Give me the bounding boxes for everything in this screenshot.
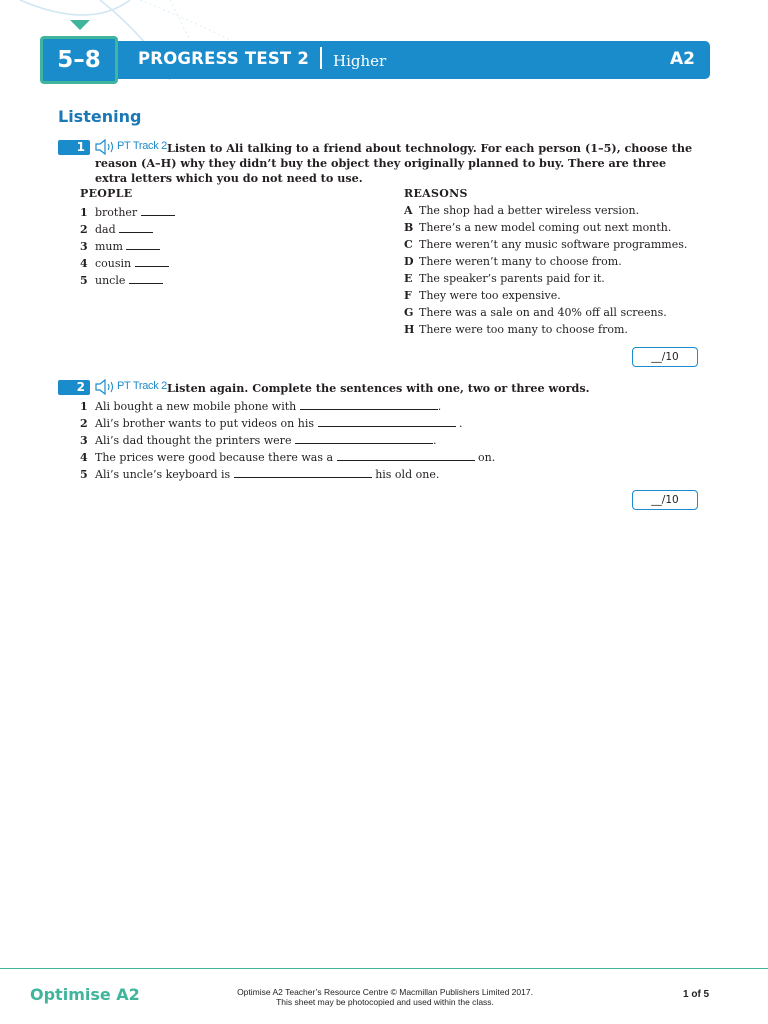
sentence-item — [80, 398, 441, 414]
item-number: 2 — [80, 223, 88, 236]
sentence-start: The prices were good because there was a — [95, 451, 334, 464]
test-title: PROGRESS TEST 2 — [138, 49, 310, 68]
page-number: 1 of 5 — [683, 989, 710, 1000]
list-item — [80, 238, 160, 254]
list-item — [404, 238, 687, 252]
reason-text: The shop had a better wireless version. — [419, 204, 640, 217]
reason-text: There weren’t many to choose from. — [419, 255, 622, 268]
reason-letter: A — [404, 204, 413, 217]
list-item — [404, 323, 628, 337]
level-word: Higher — [333, 52, 387, 70]
reason-letter: H — [404, 323, 415, 336]
answer-blank[interactable] — [135, 255, 169, 267]
sentence-end: . — [437, 400, 442, 413]
answer-blank[interactable] — [126, 238, 160, 250]
sentence-item — [80, 449, 495, 465]
reason-text: They were too expensive. — [419, 289, 561, 302]
list-item — [404, 306, 667, 320]
reason-letter: G — [404, 306, 414, 319]
brand-logo: Optimise A2 — [30, 985, 140, 1004]
item-number: 5 — [80, 468, 88, 481]
reason-text: There weren’t any music software programmes. — [419, 238, 688, 251]
track-label[interactable]: PT Track 2 — [117, 140, 167, 152]
speaker-icon[interactable] — [94, 379, 116, 395]
item-number: 4 — [80, 451, 88, 464]
list-item — [404, 289, 561, 303]
list-item — [80, 221, 153, 237]
item-number: 5 — [80, 274, 88, 287]
answer-blank[interactable] — [141, 204, 175, 216]
copyright-line: Optimise A2 Teacher’s Resource Centre © Macmillan Publishers Limited 2017. — [237, 987, 533, 997]
instruction-line: Listen again. Complete the sentences with one, two or three words. — [167, 381, 590, 395]
item-number: 1 — [80, 206, 88, 219]
list-item — [80, 272, 163, 288]
exercise-1-number: 1 — [58, 140, 90, 155]
person-label: cousin — [95, 257, 132, 270]
item-number: 3 — [80, 434, 88, 447]
list-item — [404, 255, 622, 269]
reason-text: There were too many to choose from. — [419, 323, 628, 336]
unit-badge — [40, 36, 118, 84]
reason-letter: F — [404, 289, 412, 302]
sentence-end: . — [432, 434, 437, 447]
instruction-line: extra letters which you do not need to use. — [95, 171, 363, 185]
answer-blank[interactable] — [318, 415, 456, 427]
item-number: 2 — [80, 417, 88, 430]
sentence-item — [80, 466, 439, 482]
item-number: 3 — [80, 240, 88, 253]
photocopy-note: This sheet may be photocopied and used within the class. — [276, 997, 494, 1007]
score-box[interactable]: __/10 — [632, 490, 698, 510]
reason-text: The speaker’s parents paid for it. — [419, 272, 605, 285]
track-label[interactable]: PT Track 2 — [117, 380, 167, 392]
list-item — [80, 255, 169, 271]
exercise-2-number: 2 — [58, 380, 90, 395]
people-header: PEOPLE — [80, 187, 133, 200]
answer-blank[interactable] — [337, 449, 475, 461]
reason-letter: E — [404, 272, 413, 285]
sentence-item — [80, 415, 463, 431]
answer-blank[interactable] — [129, 272, 163, 284]
sentence-start: Ali’s brother wants to put videos on his — [95, 417, 315, 430]
answer-blank[interactable] — [234, 466, 372, 478]
sentence-start: Ali’s uncle’s keyboard is — [95, 468, 231, 481]
footer-divider — [0, 968, 768, 969]
sentence-start: Ali’s dad thought the printers were — [95, 434, 292, 447]
level-code: A2 — [670, 49, 695, 69]
answer-blank[interactable] — [300, 398, 438, 410]
reason-letter: B — [404, 221, 414, 234]
title-separator — [320, 47, 322, 69]
instruction-line: Listen to Ali talking to a friend about technology. For each person (1–5), choose the — [167, 141, 693, 155]
reason-letter: D — [404, 255, 414, 268]
answer-blank[interactable] — [119, 221, 153, 233]
unit-range: 5–8 — [57, 47, 101, 73]
list-item — [404, 272, 605, 286]
instruction-line: reason (A–H) why they didn’t buy the object they originally planned to buy. There are three — [95, 156, 667, 170]
section-title: Listening — [58, 107, 142, 126]
person-label: uncle — [95, 274, 126, 287]
score-box[interactable]: __/10 — [632, 347, 698, 367]
speaker-icon[interactable] — [94, 139, 116, 155]
person-label: brother — [95, 206, 138, 219]
reasons-header: REASONS — [404, 187, 468, 200]
unit-marker-icon — [70, 20, 90, 30]
list-item — [404, 204, 639, 218]
item-number: 1 — [80, 400, 88, 413]
reason-text: There was a sale on and 40% off all screens. — [419, 306, 667, 319]
reason-letter: C — [404, 238, 413, 251]
sentence-item — [80, 432, 436, 448]
person-label: mum — [95, 240, 123, 253]
list-item — [80, 204, 175, 220]
person-label: dad — [95, 223, 116, 236]
reason-text: There’s a new model coming out next month. — [419, 221, 672, 234]
sentence-end: on. — [478, 451, 496, 464]
list-item — [404, 221, 671, 235]
sentence-end: his old one. — [375, 468, 440, 481]
sentence-start: Ali bought a new mobile phone with — [95, 400, 297, 413]
answer-blank[interactable] — [295, 432, 433, 444]
sentence-end: . — [459, 417, 463, 430]
item-number: 4 — [80, 257, 88, 270]
